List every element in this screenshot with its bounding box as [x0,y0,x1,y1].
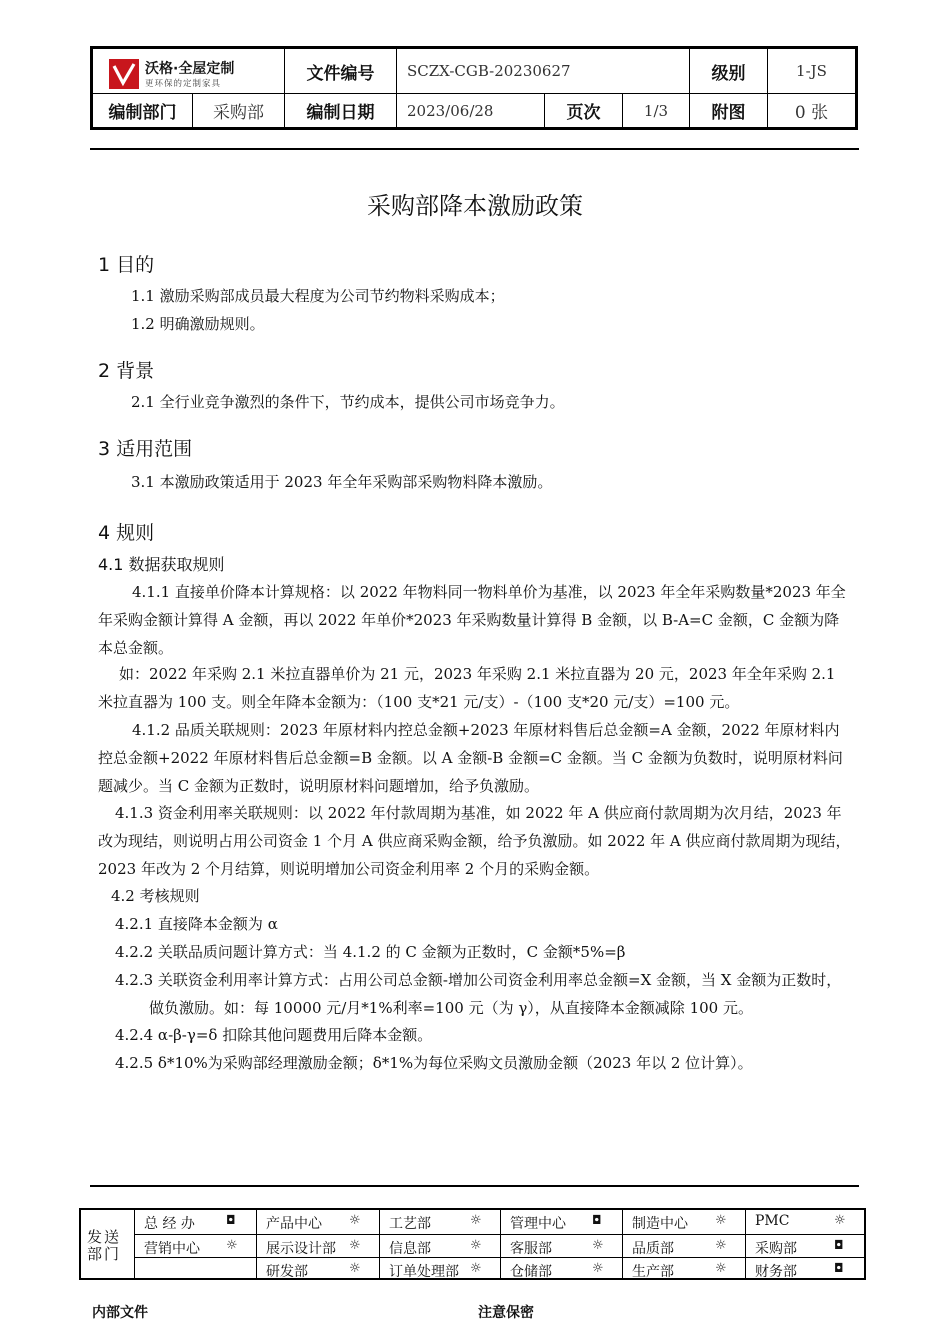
logo-name: 沃格·全屋定制 [145,61,235,77]
distribution-dept-name: 总 经 办 [144,1216,195,1232]
distribution-label: 发送部门 [87,1228,122,1263]
date-value: 2023/06/28 [407,101,494,120]
unselected-mark-icon: ☼ [470,1213,482,1228]
rule-4-2-5: 4.2.5 δ*10%为采购部经理激励金额；δ*1%为每位采购文员激励金额（2023 年以 2 位计算）。 [115,1054,753,1072]
distribution-dept-name: 财务部 [755,1264,797,1280]
unselected-mark-icon: ☼ [349,1238,361,1253]
logo-mark-icon [109,59,139,89]
section-heading-background: 2 背景 [98,360,155,382]
distribution-dept-name: 工艺部 [389,1216,431,1232]
page-label: 页次 [566,103,601,123]
rule-4-2-4: 4.2.4 α-β-γ=δ 扣除其他问题费用后降本金额。 [115,1026,433,1044]
section-heading-rules: 4 规则 [98,522,155,544]
section-heading-scope: 3 适用范围 [98,438,193,460]
unselected-mark-icon: ☼ [470,1238,482,1253]
distribution-dept-name: 产品中心 [266,1216,322,1232]
distribution-table [79,1208,866,1280]
unselected-mark-icon: ☼ [715,1213,727,1228]
header-divider [90,148,859,150]
unselected-mark-icon: ☼ [834,1213,846,1228]
rule-example: 如：2022 年采购 2.1 米拉直器单价为 21 元，2023 年采购 2.1 米拉直器为 20 元，2023 年全年采购 2.1 米拉直器为 100 支。则全年降本金额为：（100 支*21 元/支）-（100 支*20 元/支）=100 元。 [98,665,836,711]
unselected-mark-icon: ☼ [592,1238,604,1253]
distribution-dept-name: 信息部 [389,1241,431,1257]
distribution-dept-name: 采购部 [755,1241,797,1257]
selected-mark-icon: ◘ [834,1261,844,1275]
selected-mark-icon: ◘ [226,1213,236,1227]
dept-label: 编制部门 [108,103,177,123]
distribution-dept-name: 营销中心 [144,1241,200,1257]
footer-divider [90,1185,859,1187]
footer-internal: 内部文件 [92,1305,148,1321]
unselected-mark-icon: ☼ [715,1261,727,1276]
attachment-label: 附图 [711,103,746,123]
document-title: 采购部降本激励政策 [367,192,583,220]
rule-4-2-1: 4.2.1 直接降本金额为 α [115,915,278,933]
level-value: 1-JS [796,62,827,80]
rule-4-2-3: 4.2.3 关联资金利用率计算方式：占用公司总金额-增加公司资金利用率总金额=X 金额，当 X 金额为正数时，做负激励。如：每 10000 元/月*1%利率=100 元（为 γ），从直接降本金额减除 100 元。 [115,971,842,1017]
purpose-item-2: 1.2 明确激励规则。 [131,315,265,333]
unselected-mark-icon: ☼ [349,1213,361,1228]
distribution-dept-name: 研发部 [266,1264,308,1280]
unselected-mark-icon: ☼ [715,1238,727,1253]
distribution-dept-name: 仓储部 [510,1264,552,1280]
selected-mark-icon: ◘ [592,1213,602,1227]
selected-mark-icon: ◘ [834,1238,844,1252]
section-heading-purpose: 1 目的 [98,254,155,276]
purpose-item-1: 1.1 激励采购部成员最大程度为公司节约物料采购成本； [131,287,505,305]
company-logo [109,59,289,91]
doc-number-label: 文件编号 [306,63,375,84]
document-header-table [90,46,858,130]
distribution-dept-name: 订单处理部 [389,1264,459,1280]
distribution-dept-name: 品质部 [632,1241,674,1257]
level-label: 级别 [711,63,746,84]
subheading-assessment-rules: 4.2 考核规则 [111,887,200,905]
unselected-mark-icon: ☼ [592,1261,604,1276]
distribution-dept-name: 展示设计部 [266,1241,336,1257]
date-label: 编制日期 [306,103,375,123]
distribution-dept-name: 客服部 [510,1241,552,1257]
distribution-dept-name: 管理中心 [510,1216,566,1232]
distribution-dept-name: 制造中心 [632,1216,688,1232]
unselected-mark-icon: ☼ [470,1261,482,1276]
unselected-mark-icon: ☼ [226,1238,238,1253]
unselected-mark-icon: ☼ [349,1261,361,1276]
scope-item-1: 3.1 本激励政策适用于 2023 年全年采购部采购物料降本激励。 [131,473,553,491]
attachment-value: 0 张 [794,103,829,123]
dept-value: 采购部 [213,103,264,123]
rule-4-2-2: 4.2.2 关联品质问题计算方式：当 4.1.2 的 C 金额为正数时，C 金额*5%=β [115,943,626,961]
background-item-1: 2.1 全行业竞争激烈的条件下，节约成本，提供公司市场竞争力。 [131,393,565,411]
page-value: 1/3 [643,101,669,120]
doc-number-value: SCZX-CGB-20230627 [407,62,571,80]
subheading-data-rules: 4.1 数据获取规则 [98,555,225,574]
distribution-dept-name: PMC [755,1213,790,1229]
logo-slogan: 更环保的定制家具 [145,79,222,89]
rule-4-1-2: 4.1.2 品质关联规则：2023 年原材料内控总金额+2023 年原材料售后总金额=A 金额，2022 年原材料内控总金额+2022 年原材料售后总金额=B 金额。以 A 金额-B 金额=C 金额。当 C 金额为负数时，说明原材料问题减少。当 C 金额为正数时，说明原材料问题增加，给予负激励。 [98,721,843,795]
rule-4-1-3: 4.1.3 资金利用率关联规则：以 2022 年付款周期为基准，如 2022 年 A 供应商付款周期为次月结，2023 年改为现结，则说明占用公司资金 1 个月 A 供应商采购金额，给予负激励。如 2022 年 A 供应商付款周期为现结，2023 年改为 2 个月结算，则说明增加公司资金利用率 2 个月的采购金额。 [98,804,851,878]
rule-4-1-1: 4.1.1 直接单价降本计算规格：以 2022 年物料同一物料单价为基准，以 2023 年全年采购数量*2023 年全年采购金额计算得 A 金额，再以 2022 年单价*2023 年采购数量计算得 B 金额，以 B-A=C 金额，C 金额为降本总金额。 [98,583,846,657]
footer-confidential: 注意保密 [478,1305,534,1321]
distribution-dept-name: 生产部 [632,1264,674,1280]
